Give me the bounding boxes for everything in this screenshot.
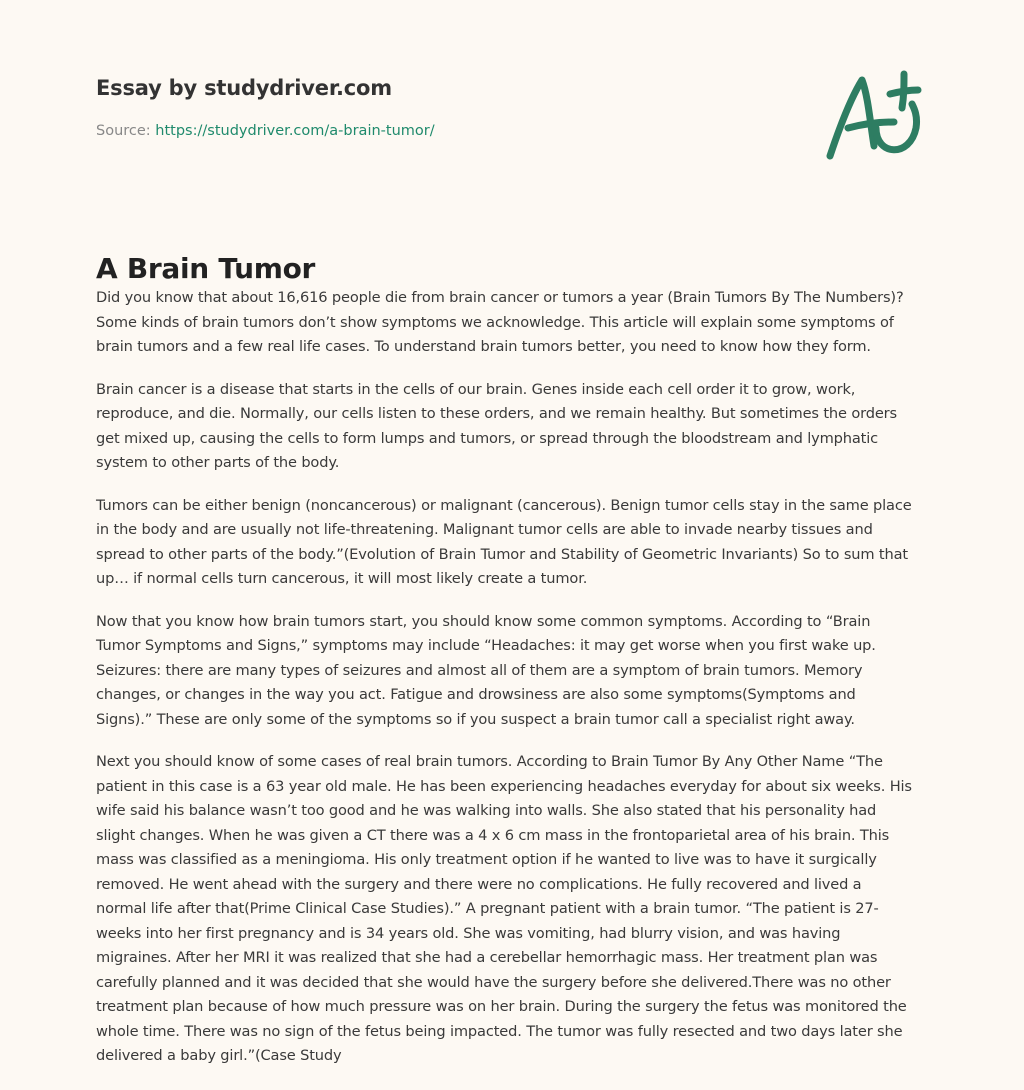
- paragraph-line: treatment plan because of how much pressure was on her brain. During the surgery the fetus was monitored the: [96, 998, 907, 1015]
- paragraph-line: slight changes. When he was given a CT there was a 4 x 6 cm mass in the frontoparietal area of his brain. This: [96, 826, 890, 844]
- paragraph-line: patient in this case is a 63 year old male. He has been experiencing headaches everyday for about six weeks. His: [96, 777, 912, 795]
- paragraph-line: Tumor Symptoms and Signs,” symptoms may include “Headaches: it may get worse when you first wake up.: [96, 637, 876, 654]
- paragraph-line: brain tumors and a few real life cases. To understand brain tumors better, you need to know how they form.: [96, 338, 871, 355]
- paragraph-line: wife said his balance wasn’t too good and he was walking into walls. She also stated that his personality had: [96, 802, 877, 819]
- paragraph-line: mass was classified as a meningioma. His only treatment option if he wanted to live was to have it surgically: [96, 851, 877, 868]
- paragraph-line: Tumors can be either benign (noncancerous) or malignant (cancerous). Benign tumor cells stay in the same place: [96, 496, 912, 514]
- paragraph-line: migraines. After her MRI it was realized that she had a cerebellar hemorrhagic mass. Her treatment plan was: [96, 949, 878, 966]
- paragraph-line: whole time. There was no sign of the fetus being impacted. The tumor was fully resected and two days later she: [96, 1022, 903, 1040]
- essay-paragraph: [96, 494, 936, 592]
- paragraph-line: weeks into her first pregnancy and is 34 years old. She was vomiting, had blurry vision, and was having: [96, 924, 841, 942]
- paragraph-line: up… if normal cells turn cancerous, it will most likely create a tumor.: [96, 570, 588, 587]
- paragraph-line: Next you should know of some cases of real brain tumors. According to Brain Tumor By Any Other Name “The: [96, 753, 883, 770]
- paragraph-line: Seizures: there are many types of seizures and almost all of them are a symptom of brain tumors. Memory: [96, 661, 863, 679]
- paragraph-line: Brain cancer is a disease that starts in the cells of our brain. Genes inside each cell order it to grow, work,: [96, 380, 856, 398]
- paragraph-line: in the body and are usually not life-threatening. Malignant tumor cells are able to invade nearby tissues and: [96, 521, 873, 538]
- source-line: [96, 123, 435, 139]
- essay-title: A Brain Tumor: [96, 252, 316, 285]
- essay-paragraph: [96, 378, 936, 476]
- source-label: Source:: [96, 123, 151, 139]
- paragraph-line: get mixed up, causing the cells to form lumps and tumors, or spread through the bloodstream and lymphatic: [96, 429, 879, 447]
- paragraph-line: changes, or changes in the way you act. Fatigue and drowsiness are also some symptoms(Symptoms and: [96, 686, 856, 703]
- paragraph-line: removed. He went ahead with the surgery and there were no complications. He fully recovered and lived a: [96, 875, 862, 893]
- paragraph-line: Did you know that about 16,616 people die from brain cancer or tumors a year (Brain Tumors By The Numbers)?: [96, 289, 904, 306]
- paragraph-line: normal life after that(Prime Clinical Case Studies).” A pregnant patient with a brain tumor. “The patient is 27-: [96, 900, 879, 917]
- essay-paragraph: [96, 286, 936, 360]
- paragraph-line: carefully planned and it was decided that she would have the surgery before she delivered.There was no other: [96, 973, 891, 991]
- paragraph-line: spread to other parts of the body.”(Evolution of Brain Tumor and Stability of Geometric Invariants) So to sum that: [96, 545, 908, 563]
- a-plus-logo-icon: [818, 66, 934, 166]
- source-link[interactable]: https://studydriver.com/a-brain-tumor/: [155, 123, 435, 139]
- paragraph-line: Signs).” These are only some of the symptoms so if you suspect a brain tumor call a specialist right away.: [96, 710, 855, 728]
- essay-body: [96, 286, 936, 1087]
- paragraph-line: Some kinds of brain tumors don’t show symptoms we acknowledge. This article will explain some symptoms of: [96, 313, 894, 331]
- paragraph-line: delivered a baby girl.”(Case Study: [96, 1047, 342, 1064]
- paragraph-line: Now that you know how brain tumors start, you should know some common symptoms. According to “Brain: [96, 612, 871, 630]
- paragraph-line: system to other parts of the body.: [96, 454, 340, 471]
- essay-paragraph: [96, 750, 936, 1069]
- site-title: Essay by studydriver.com: [96, 76, 392, 100]
- essay-paragraph: [96, 610, 936, 733]
- paragraph-line: reproduce, and die. Normally, our cells listen to these orders, and we remain healthy. But sometimes the orders: [96, 405, 897, 422]
